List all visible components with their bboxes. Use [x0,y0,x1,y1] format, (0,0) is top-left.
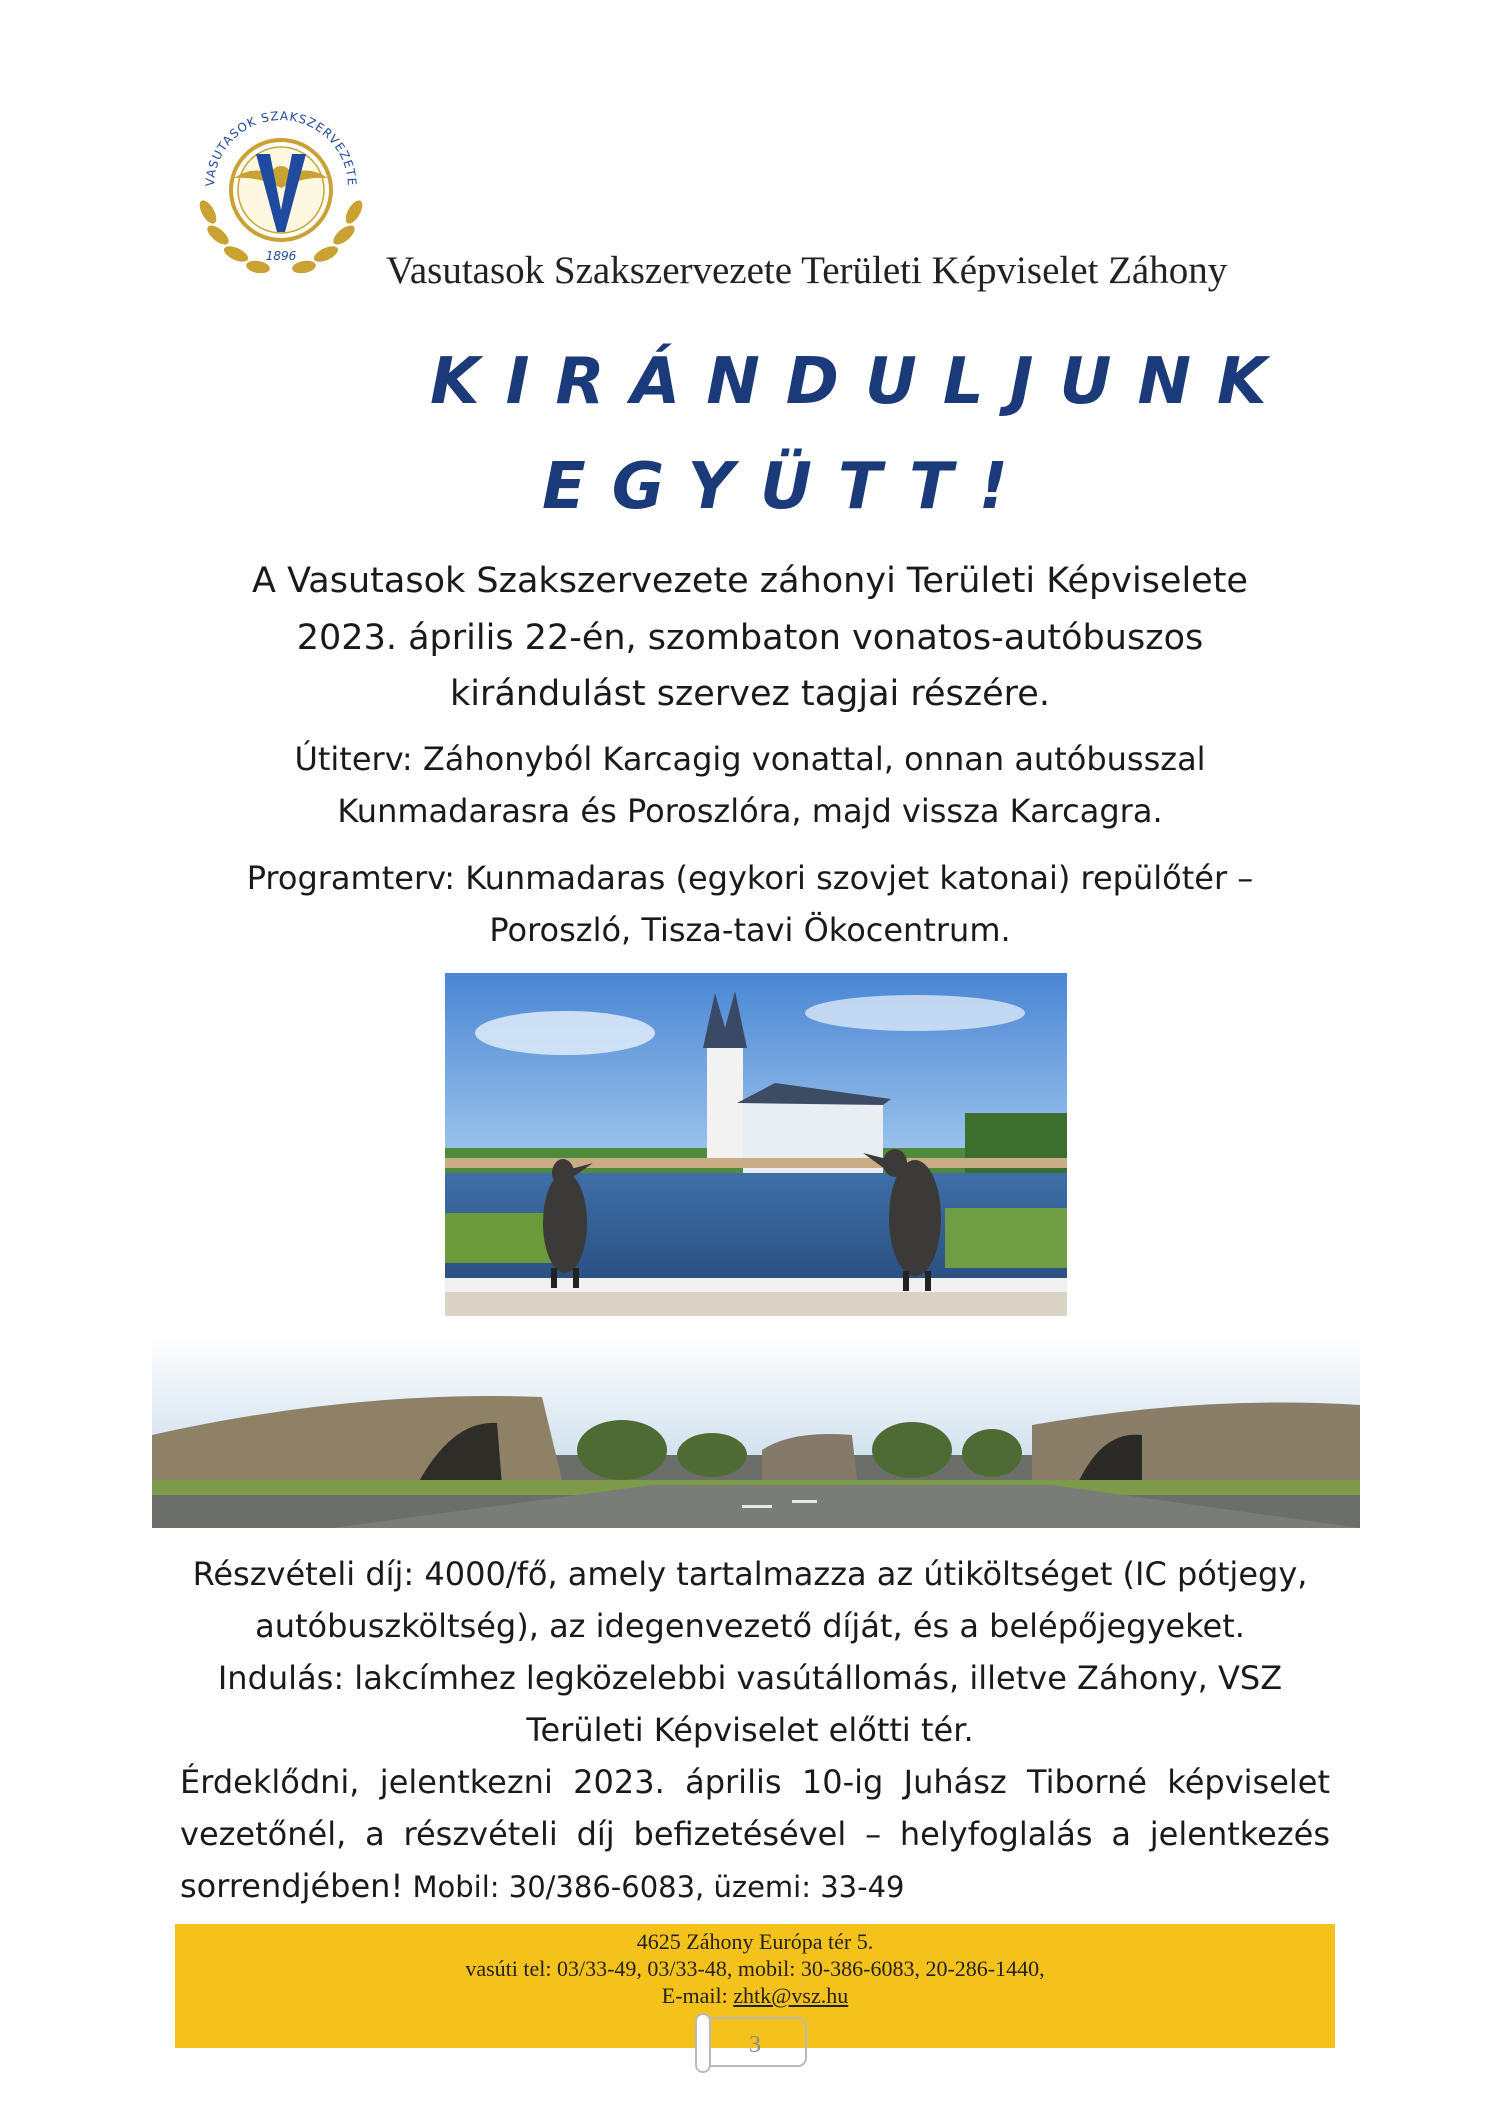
program-line-1: Programterv: Kunmadaras (egykori szovjet katonai) repülőtér – [246,859,1254,897]
title-line-2: EGYÜTT! [542,450,1034,524]
intro-line-3: kirándulást szervez tagjai részére. [450,674,1050,714]
footer-address: 4625 Záhony Európa tér 5. [636,1929,874,1954]
departure-line-1: Indulás: lakcímhez legközelebbi vasútállomás, illetve Záhony, VSZ [217,1659,1283,1697]
union-logo [186,92,376,282]
fee-line-1: Részvételi díj: 4000/fő, amely tartalmazza az útiköltséget (IC pótjegy, [192,1555,1308,1593]
registration-order-text: sorrendjében! [180,1867,404,1905]
intro-line-2: 2023. április 22-én, szombaton vonatos-autóbuszos [296,618,1204,658]
departure-line-2: Területi Képviselet előtti tér. [526,1711,974,1749]
footer-phones: vasúti tel: 03/33-49, 03/33-48, mobil: 30-386-6083, 20-286-1440, [465,1956,1045,1981]
airfield-hangars-photo [152,1335,1360,1528]
email-label: E-mail: [661,1983,734,2008]
program-line-2: Poroszló, Tisza-tavi Ökocentrum. [489,911,1011,949]
contact-phones: Mobil: 30/386-6083, üzemi: 33-49 [403,1870,905,1904]
registration-line-2: vezetőnél, a részvételi díj befizetésével – helyfoglalás a jelentkezés [180,1815,1330,1853]
registration-line-3 [180,1860,905,1913]
route-line-1: Útiterv: Záhonyból Karcagig vonattal, onnan autóbusszal [294,740,1206,778]
logo-year: 1896 [265,249,297,263]
registration-line-1: Érdeklődni, jelentkezni 2023. április 10-ig Juhász Tiborné képviselet [180,1763,1330,1801]
route-line-2: Kunmadarasra és Poroszlóra, majd vissza Karcagra. [337,792,1163,830]
ecocenter-cormorants-photo [445,973,1067,1316]
title-line-1: KIRÁNDULJUNK [430,345,1293,419]
fee-line-2: autóbuszköltség), az idegenvezető díját, és a belépőjegyeket. [255,1607,1245,1645]
page-number: 3 [749,2032,761,2058]
logo-arc-text: VASUTASOK SZAKSZERVEZETE [202,108,360,187]
footer-email-line [175,1982,1335,2009]
organization-line: Vasutasok Szakszervezete Területi Képviselet Záhony [386,249,1228,292]
email-link[interactable]: zhtk@vsz.hu [733,1983,849,2008]
intro-line-1: A Vasutasok Szakszervezete záhonyi Területi Képviselete [252,561,1248,601]
